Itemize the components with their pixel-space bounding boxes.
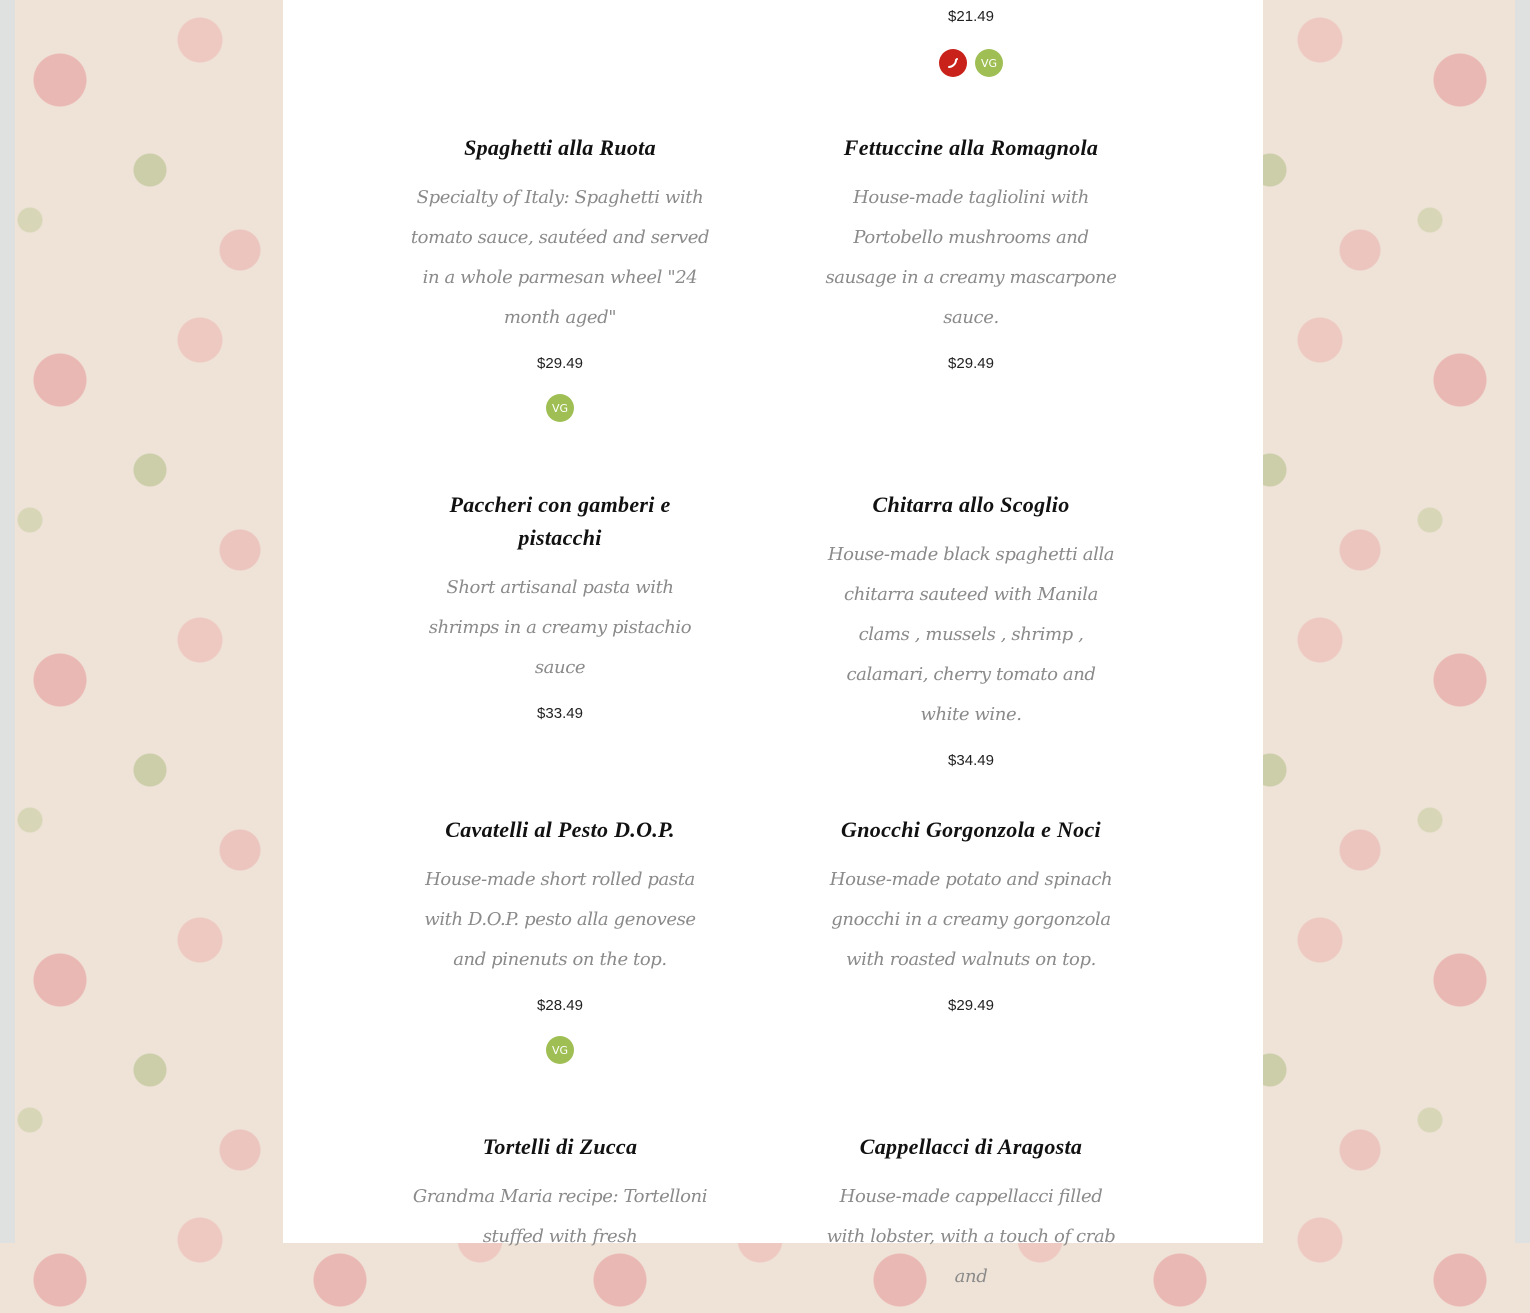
item-name: Gnocchi Gorgonzola e Noci: [841, 817, 1101, 842]
item-price: $21.49: [948, 8, 994, 25]
item-description: House-made short rolled pasta with D.O.P. pesto alla genovese and pinenuts on the top.: [424, 869, 696, 970]
menu-item-partial-top: [821, 7, 1121, 77]
dietary-badges: [410, 394, 710, 422]
item-name: Cavatelli al Pesto D.O.P.: [445, 817, 675, 842]
item-name: Fettuccine alla Romagnola: [843, 135, 1099, 160]
menu-item: [410, 1130, 710, 1273]
item-description: House-made cappellacci filled with lobster, with a touch of crab and: [826, 1186, 1116, 1287]
item-description: Specialty of Italy: Spaghetti with tomato sauce, sautéed and served in a whole parmesan wheel "24 month aged": [410, 187, 710, 328]
item-price: $28.49: [537, 997, 583, 1014]
right-edge-strip: [1515, 0, 1530, 1243]
item-description: House-made tagliolini with Portobello mushrooms and sausage in a creamy mascarpone sauce.: [825, 187, 1117, 328]
item-description: House-made black spaghetti alla chitarra sauteed with Manila clams , mussels , shrimp , calamari, cherry tomato and white wine.: [827, 544, 1115, 725]
menu-item: [410, 131, 710, 422]
vegetarian-icon: VG: [546, 1036, 574, 1064]
menu-item: [410, 813, 710, 1064]
vegetarian-icon: VG: [975, 49, 1003, 77]
menu-item: [410, 488, 710, 724]
item-price: $29.49: [537, 355, 583, 372]
item-description: Short artisanal pasta with shrimps in a creamy pistachio sauce: [428, 577, 692, 678]
menu-item: [821, 813, 1121, 1016]
menu-page: [283, 0, 1263, 1287]
dietary-badges: [410, 1036, 710, 1064]
item-description: House-made potato and spinach gnocchi in a creamy gorgonzola with roasted walnuts on top.: [829, 869, 1113, 970]
item-description: Grandma Maria recipe: Tortelloni stuffed with fresh: [412, 1186, 708, 1247]
chili-pepper-icon: [939, 49, 967, 77]
vegetarian-icon: VG: [546, 394, 574, 422]
item-price: $29.49: [948, 355, 994, 372]
item-price: $34.49: [948, 752, 994, 769]
item-price: $29.49: [948, 997, 994, 1014]
item-name: Tortelli di Zucca: [482, 1134, 638, 1159]
menu-item: [821, 1130, 1121, 1313]
item-name: Cappellacci di Aragosta: [859, 1134, 1083, 1159]
item-name: Chitarra allo Scoglio: [872, 492, 1070, 517]
item-price: $33.49: [537, 705, 583, 722]
menu-item: [821, 131, 1121, 374]
item-name: Paccheri con gamberi e pistacchi: [449, 492, 671, 550]
dietary-badges: [821, 49, 1121, 77]
item-name: Spaghetti alla Ruota: [464, 135, 656, 160]
left-edge-strip: [0, 0, 15, 1243]
menu-item: [821, 488, 1121, 771]
